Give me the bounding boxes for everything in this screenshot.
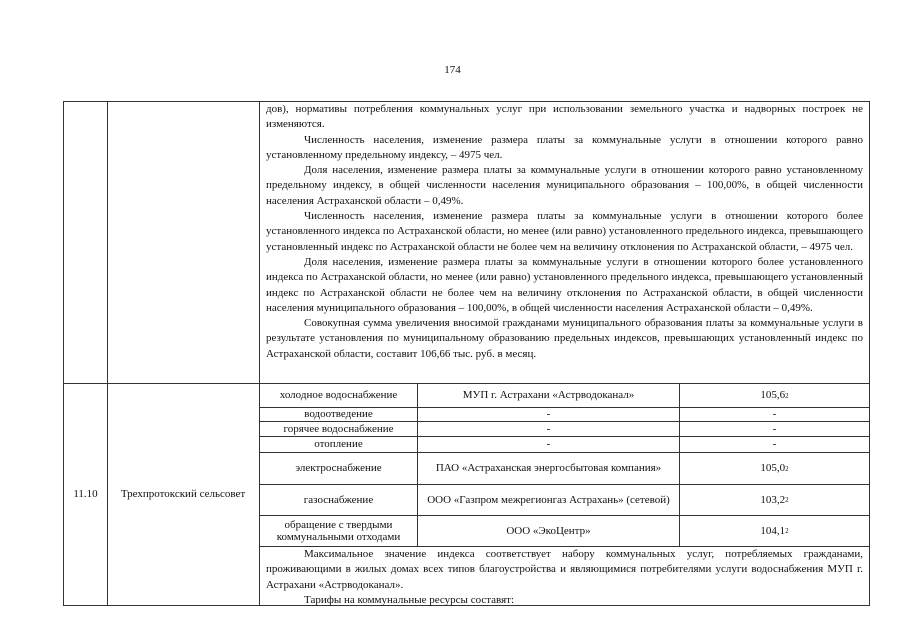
- page-number: 174: [444, 64, 461, 76]
- index-value: 105,6 2: [760, 389, 789, 402]
- provider-name: -: [546, 438, 551, 451]
- index-value: [680, 437, 869, 452]
- bottom-text-block: [266, 547, 863, 608]
- provider-name: ПАО «Астраханская энергосбытовая компания»: [435, 462, 662, 475]
- paragraph: дов), нормативы потребления коммунальных услуг при использовании земельного участка и надворных построек не изменяются.: [266, 103, 863, 131]
- value-text: -: [772, 422, 777, 435]
- provider-name: -: [546, 408, 551, 421]
- value-text: -: [772, 408, 777, 421]
- index-value: [680, 408, 869, 421]
- provider-name: -: [546, 422, 551, 435]
- value-text: -: [772, 438, 777, 451]
- top-text-block: [266, 102, 863, 362]
- paragraph: Тарифы на коммунальные ресурсы составят:: [304, 593, 515, 606]
- tariff-table: [63, 101, 870, 606]
- value-text: 104,1: [760, 524, 786, 537]
- paragraph: Численность населения, изменение размера платы за коммунальные услуги в отношении которого более установленного индекса по Астраханской области, но менее (или равно) установленного предельного индекса, превышающего установленный индекс по Астраханской области не более чем на величину отклонения по Астраханской области, – 4975 чел.: [266, 210, 863, 253]
- service-name: газоснабжение: [303, 493, 374, 506]
- index-value: 103,2 2: [760, 493, 789, 506]
- index-value: 104,1 2: [760, 524, 789, 537]
- value-text: 103,2: [760, 493, 786, 506]
- municipality-name: Трехпротокский сельсовет: [120, 488, 246, 501]
- service-name: холодное водоснабжение: [279, 389, 398, 402]
- provider-name: ООО «ЭкоЦентр»: [506, 524, 591, 537]
- value-text: 105,0: [760, 462, 786, 475]
- index-value: [680, 422, 869, 436]
- service-name: электроснабжение: [295, 462, 382, 475]
- provider-name: МУП г. Астрахани «Астрводоканал»: [462, 389, 635, 402]
- service-name: горячее водоснабжение: [283, 422, 394, 435]
- provider-name: ООО «Газпром межрегионгаз Астрахань» (сетевой): [427, 493, 670, 506]
- service-name: водоотведение: [304, 408, 373, 421]
- paragraph: Совокупная сумма увеличения вносимой гражданами муниципального образования платы за коммунальные услуги в результате установления по муниципальному образованию предельных индексов, превышающих установленный индекс по Астраханской области, составит 106,66 тыс. руб. в месяц.: [266, 317, 863, 360]
- index-value: 105,0 2: [760, 462, 789, 475]
- paragraph: Доля населения, изменение размера платы за коммунальные услуги в отношении которого равно установленному предельному индексу, в общей численности населения муниципального образования – 100,00%, в общей численности населения Астраханской области – 0,49%.: [266, 164, 863, 207]
- paragraph: Максимальное значение индекса соответствует набору коммунальных услуг, потребляемых гражданами, проживающими в жилых домах всех типов благоустройства и являющимися потребителями услуги водоснабжения МУП г. Астрахани «Астрводоканал».: [266, 548, 863, 591]
- service-name: обращение с твердыми коммунальными отходами: [276, 518, 401, 543]
- service-name: отопление: [314, 438, 363, 451]
- value-text: 105,6: [760, 389, 786, 402]
- paragraph: Доля населения, изменение размера платы за коммунальные услуги в отношении которого более установленного индекса по Астраханской области, но менее (или равно) установленного предельного индекса, превышающего установленный индекс по Астраханской области не более чем на величину отклонения по Астраханской области, в общей численности населения муниципального образования – 100,00%, в общей численности населения Астраханской области – 0,49%.: [266, 255, 863, 314]
- row-number: 11.10: [73, 488, 98, 501]
- paragraph: Численность населения, изменение размера платы за коммунальные услуги в отношении которого равно установленному предельному индексу, – 4975 чел.: [266, 133, 863, 161]
